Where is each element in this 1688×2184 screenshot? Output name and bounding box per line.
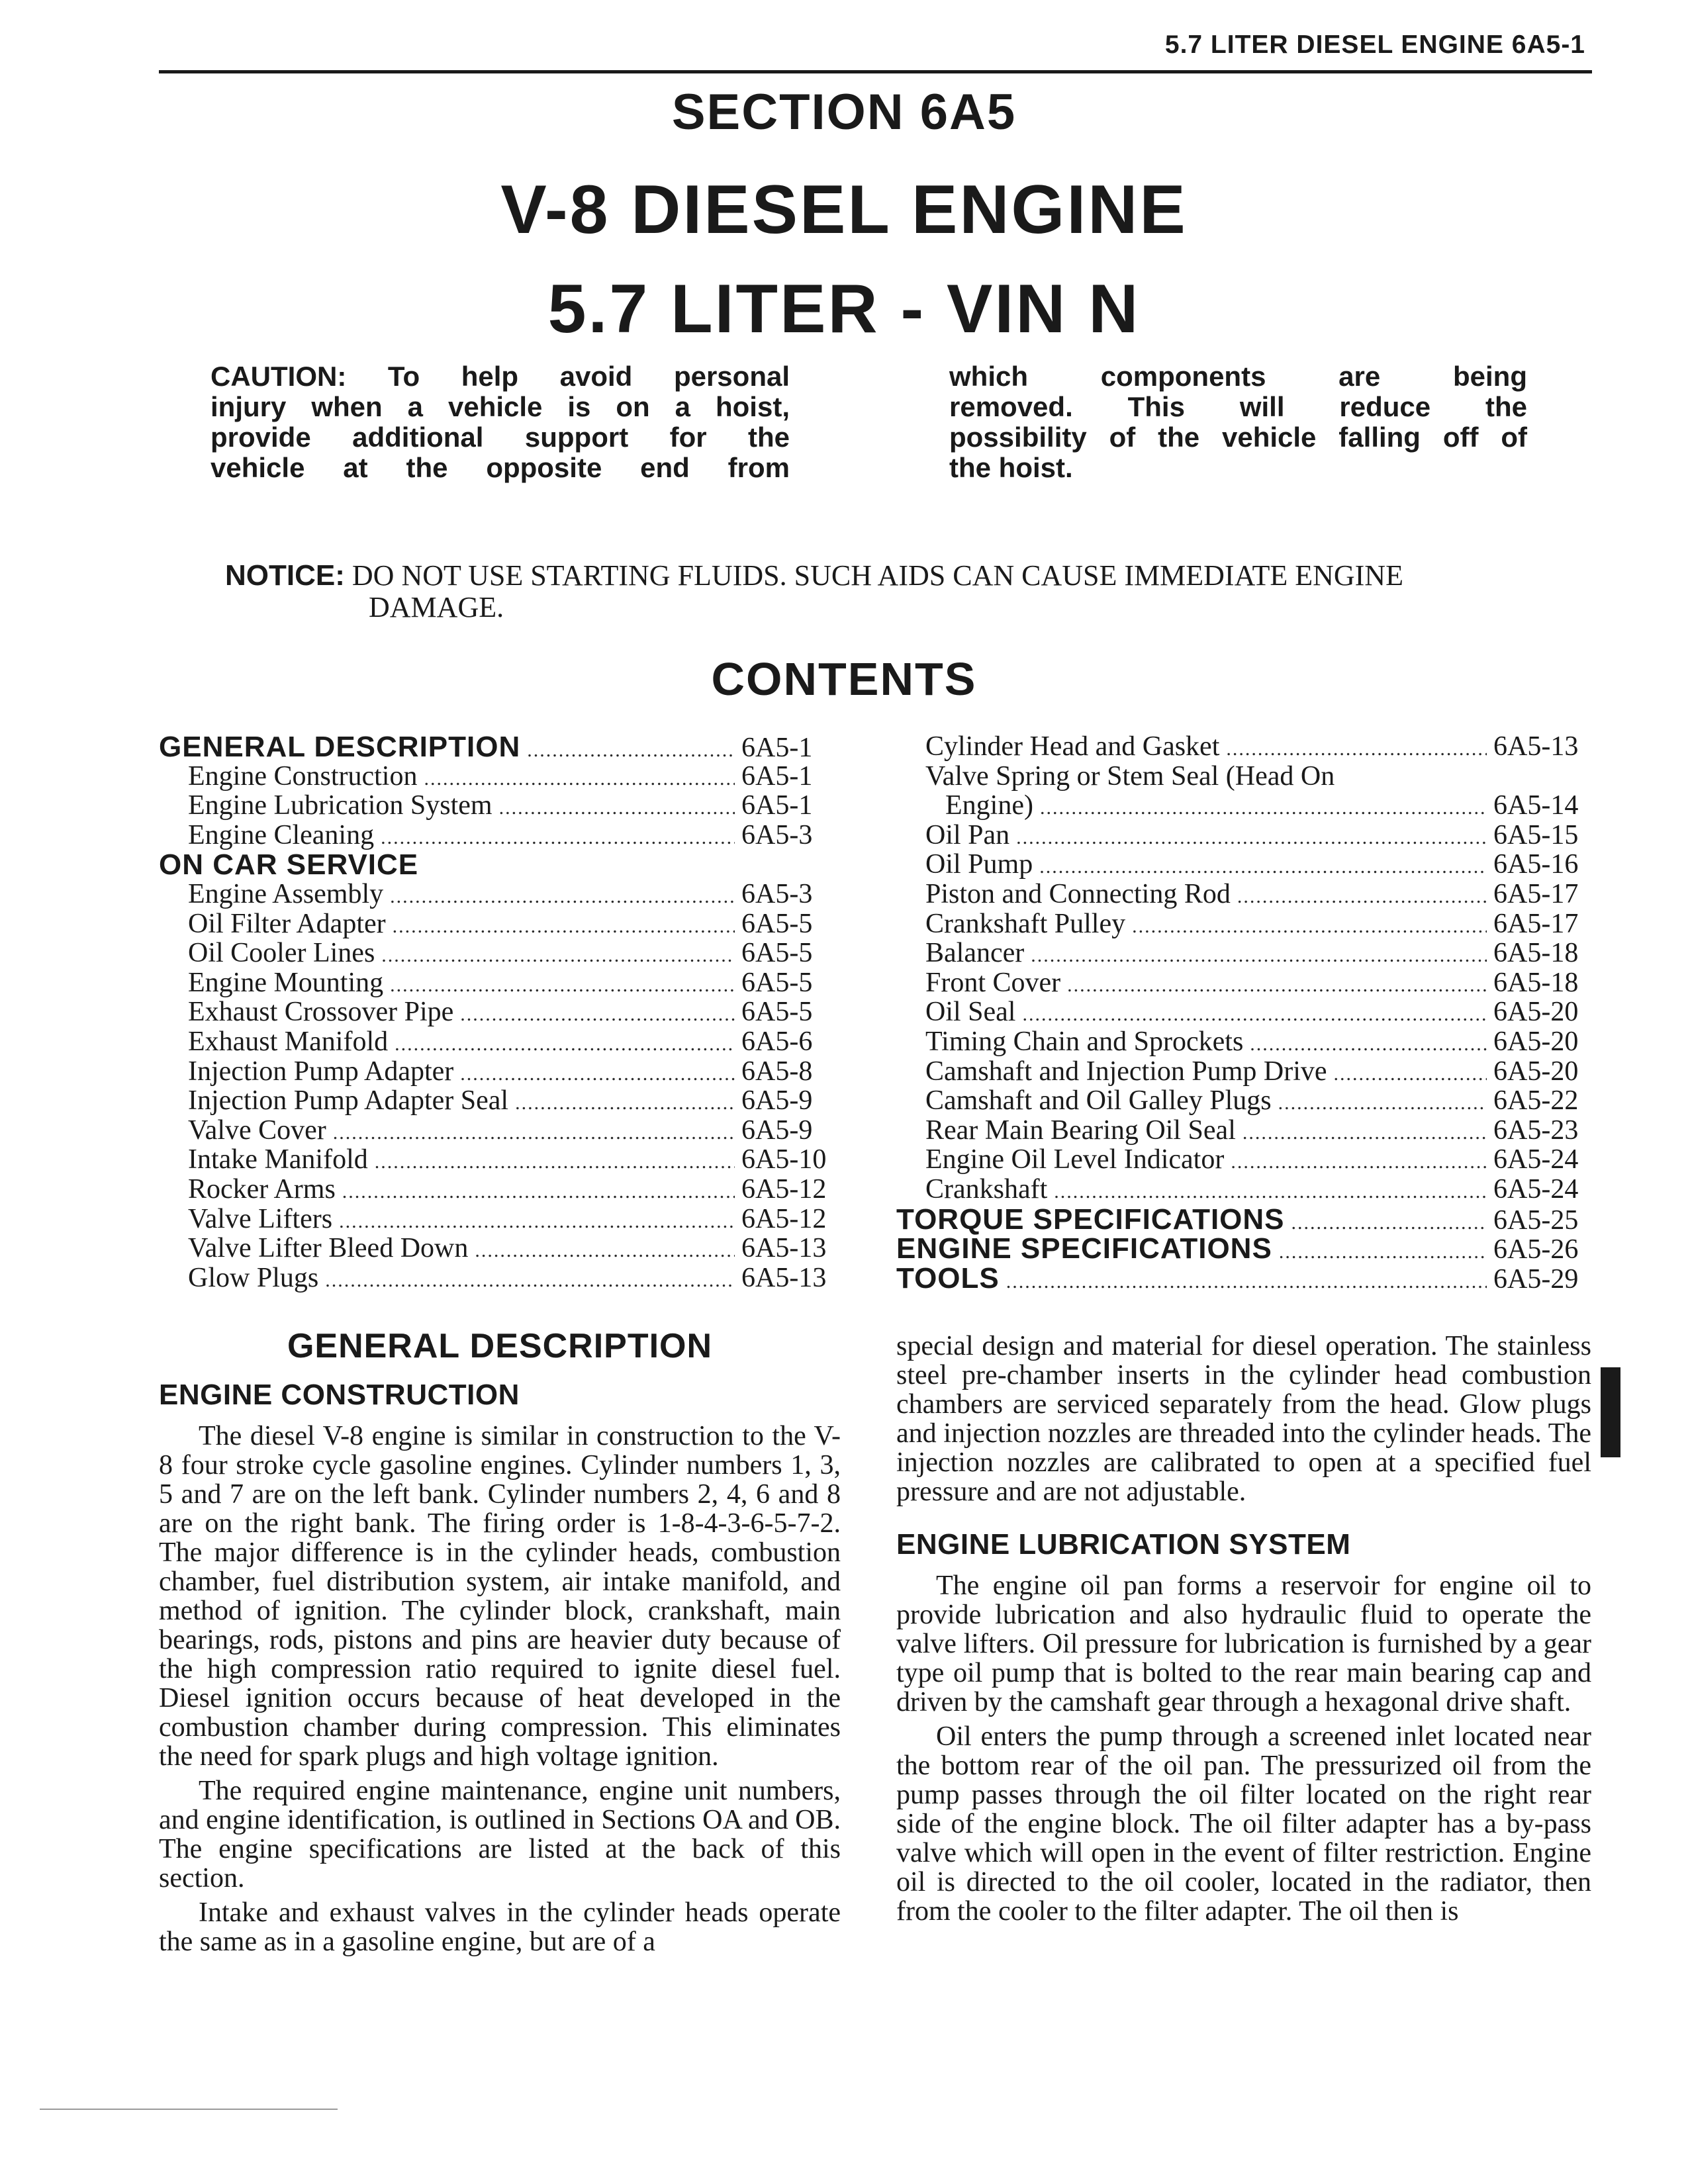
toc-entry [896, 1026, 1593, 1056]
toc-entry-page: 6A5-13 [741, 1262, 827, 1293]
toc-entry-page: 6A5-16 [1493, 849, 1579, 880]
toc-entry-label: TORQUE SPECIFICATIONS [896, 1203, 1285, 1236]
toc-entry-page: 6A5-20 [1493, 1026, 1579, 1057]
toc-entry [159, 1262, 841, 1292]
toc-entry-label: Balancer [925, 938, 1025, 969]
toc-entry-page: 6A5-3 [741, 819, 813, 850]
engine-lubrication-heading: ENGINE LUBRICATION SYSTEM [896, 1528, 1351, 1561]
toc-entry-page: 6A5-5 [741, 967, 813, 998]
toc-entry-label: Valve Lifters [188, 1203, 333, 1234]
toc-leader-dots [395, 1033, 735, 1056]
toc-entry-label: Crankshaft [925, 1173, 1048, 1205]
toc-entry-page: 6A5-24 [1493, 1144, 1579, 1175]
toc-entry [159, 878, 841, 908]
notice-text-continued: DAMAGE. [369, 591, 504, 623]
toc-entry-page: 6A5-20 [1493, 997, 1579, 1028]
toc-entry-label: GENERAL DESCRIPTION [159, 731, 521, 763]
toc-leader-dots [527, 739, 735, 762]
toc-entry [896, 908, 1593, 938]
paragraph: Oil enters the pump through a screened inlet located near the bottom rear of the oil pan. The pressurized oil from the pump passes through the oil filter located on the right rear side of the engine block. The oil filter adapter has a by-pass valve which will open in the event of filter restriction. Engine oil is directed to the oil cooler, located in the radiator, then from the cooler to the filter adapter. The oil then is [896, 1721, 1591, 1927]
toc-entry [159, 1026, 841, 1056]
caution-line: possibility of the vehicle falling off of [949, 422, 1527, 453]
engine-construction-heading: ENGINE CONSTRUCTION [159, 1379, 520, 1411]
toc-entry-page: 6A5-12 [741, 1203, 827, 1234]
toc-entry [159, 1056, 841, 1085]
toc-entry [159, 1203, 841, 1233]
toc-entry [896, 1261, 1593, 1295]
toc-entry-label: Engine Mounting [188, 967, 384, 998]
toc-entry-label: Crankshaft Pulley [925, 908, 1126, 939]
caution-line: vehicle at the opposite end from [211, 452, 790, 483]
toc-entry [896, 848, 1593, 878]
toc-entry [896, 1085, 1593, 1115]
toc-leader-dots [460, 1003, 735, 1026]
toc-entry [896, 967, 1593, 997]
toc-entry [159, 1173, 841, 1203]
toc-entry-label: Intake Manifold [188, 1144, 368, 1175]
toc-entry [159, 1115, 841, 1144]
toc-leader-dots [375, 1151, 735, 1173]
page-subtitle: 5.7 LITER - VIN N [547, 271, 1141, 347]
toc-leader-dots [1016, 827, 1487, 849]
toc-entry-label: Glow Plugs [188, 1262, 319, 1293]
caution-line: removed. This will reduce the [949, 391, 1527, 422]
toc-entry-label: Cylinder Head and Gasket [925, 731, 1220, 762]
toc-leader-dots [1226, 738, 1487, 760]
toc-entry-label: Rear Main Bearing Oil Seal [925, 1115, 1236, 1146]
toc-entry-label: Rocker Arms [188, 1173, 336, 1205]
toc-entry-label: Valve Lifter Bleed Down [188, 1233, 469, 1264]
toc-entry [159, 908, 841, 938]
section-number: SECTION 6A5 [671, 84, 1017, 140]
caution-line: provide additional support for the [211, 422, 790, 453]
toc-leader-dots [393, 915, 735, 938]
toc-entry [896, 1115, 1593, 1144]
toc-entry-page: 6A5-8 [741, 1056, 813, 1087]
toc-entry [896, 1144, 1593, 1173]
notice-text: DO NOT USE STARTING FLUIDS. SUCH AIDS CAN CAUSE IMMEDIATE ENGINE [344, 559, 1403, 592]
toc-entry-page: 6A5-29 [1493, 1263, 1579, 1295]
toc-leader-dots [390, 886, 735, 908]
toc-entry-page: 6A5-12 [741, 1173, 827, 1205]
toc-leader-dots [1006, 1271, 1487, 1293]
contents-heading: CONTENTS [711, 653, 977, 705]
footer-rule [40, 2109, 338, 2110]
page-title: V-8 DIESEL ENGINE [500, 171, 1188, 248]
toc-entry [896, 1173, 1593, 1203]
section-edge-tab [1601, 1367, 1620, 1457]
toc-leader-dots [1067, 974, 1487, 997]
toc-entry [159, 937, 841, 967]
paragraph: The required engine maintenance, engine unit numbers, and engine identification, is outlined in Sections OA and OB. The engine specifications are listed at the back of this section. [159, 1776, 841, 1893]
toc-entry-label: Oil Pump [925, 849, 1033, 880]
caution-left-column [211, 361, 790, 483]
toc-entry-page: 6A5-14 [1493, 790, 1579, 821]
toc-entry [159, 1085, 841, 1115]
toc-entry-page: 6A5-23 [1493, 1115, 1579, 1146]
toc-leader-dots [1031, 944, 1487, 967]
toc-entry-page: 6A5-9 [741, 1085, 813, 1116]
toc-entry [159, 790, 841, 819]
toc-entry-page: 6A5-18 [1493, 967, 1579, 998]
toc-entry-label: Oil Seal [925, 997, 1016, 1028]
toc-entry [896, 1056, 1593, 1085]
toc-entry-page: 6A5-20 [1493, 1056, 1579, 1087]
toc-entry-label: Oil Filter Adapter [188, 908, 386, 939]
toc-entry-page: 6A5-9 [741, 1115, 813, 1146]
toc-entry-page: 6A5-26 [1493, 1234, 1579, 1265]
toc-entry-label: TOOLS [896, 1261, 1000, 1295]
toc-entry-label: Injection Pump Adapter Seal [188, 1085, 509, 1116]
toc-leader-dots [475, 1240, 735, 1262]
toc-entry [159, 1144, 841, 1173]
toc-entry [159, 819, 841, 849]
toc-entry [159, 848, 841, 882]
toc-entry-page: 6A5-17 [1493, 908, 1579, 939]
general-description-heading: GENERAL DESCRIPTION [287, 1327, 713, 1365]
toc-entry [896, 937, 1593, 967]
toc-entry [159, 731, 841, 763]
toc-entry-label: Exhaust Crossover Pipe [188, 997, 454, 1028]
toc-entry [896, 1203, 1593, 1236]
toc-leader-dots [1231, 1151, 1487, 1173]
paragraph: The diesel V-8 engine is similar in construction to the V-8 four stroke cycle gasoline engines. Cylinder numbers 1, 3, 5 and 7 are on the left bank. Cylinder numbers 2, 4, 6 and 8 are on the right bank. The firing order is 1-8-4-3-6-5-7-2. The major difference is in the cylinder heads, combustion chamber, fuel distribution system, air intake manifold, and method of ignition. The cylinder block, crankshaft, main bearings, rods, pistons and pins are heavier duty because of the high compression ratio required to ignite diesel fuel. Diesel ignition occurs because of heat developed in the combustion chamber during compression. This eliminates the need for spark plugs and high voltage ignition. [159, 1421, 841, 1772]
toc-entry-page: 6A5-13 [741, 1233, 827, 1264]
toc-entry-page: 6A5-15 [1493, 819, 1579, 850]
notice-label: NOTICE: [225, 559, 345, 592]
toc-entry-label: Oil Cooler Lines [188, 938, 375, 969]
paragraph: special design and material for diesel operation. The stainless steel pre-chamber inserts in the cylinder head combustion chambers are serviced separately from the head. Glow plugs and injection nozzles are threaded into the cylinder heads. The injection nozzles are calibrated to open at a specified fuel pressure and are not adjustable. [896, 1331, 1591, 1507]
toc-leader-dots [1279, 1241, 1487, 1263]
body-right-column [896, 1332, 1591, 1926]
toc-entry-label: Engine Assembly [188, 878, 384, 909]
caution-line: injury when a vehicle is on a hoist, [211, 391, 790, 422]
toc-entry [896, 731, 1593, 760]
toc-entry-label: Timing Chain and Sprockets [925, 1026, 1244, 1057]
toc-leader-dots [342, 1181, 735, 1203]
toc-entry-page: 6A5-5 [741, 997, 813, 1028]
toc-entry-label: Front Cover [925, 967, 1061, 998]
toc-entry-label: Engine Oil Level Indicator [925, 1144, 1225, 1175]
toc-entry [159, 967, 841, 997]
toc-entry-page: 6A5-10 [741, 1144, 827, 1175]
toc-entry-page: 6A5-3 [741, 878, 813, 909]
toc-entry-label: Engine) [945, 790, 1033, 821]
toc-entry-page: 6A5-6 [741, 1026, 813, 1057]
toc-entry [896, 878, 1593, 908]
toc-leader-dots [1334, 1063, 1487, 1085]
toc-leader-dots [1039, 856, 1487, 878]
toc-right-column [896, 731, 1593, 1295]
toc-entry-label: Piston and Connecting Rod [925, 878, 1231, 909]
toc-leader-dots [1054, 1181, 1487, 1203]
toc-entry-label: ON CAR SERVICE [159, 848, 419, 882]
toc-entry-page: 6A5-22 [1493, 1085, 1579, 1116]
toc-leader-dots [339, 1210, 735, 1233]
toc-entry-label: Engine Cleaning [188, 819, 375, 850]
toc-entry [896, 760, 1593, 790]
toc-leader-dots [1278, 1092, 1487, 1115]
toc-entry-page: 6A5-18 [1493, 938, 1579, 969]
toc-entry-page: 6A5-1 [741, 760, 813, 792]
toc-entry [896, 819, 1593, 849]
toc-entry-page: 6A5-5 [741, 938, 813, 969]
toc-entry-label: Oil Pan [925, 819, 1010, 850]
caution-line: CAUTION: To help avoid personal [211, 361, 790, 392]
body-left-column [159, 1327, 841, 1957]
toc-entry [896, 1232, 1593, 1265]
toc-leader-dots [390, 974, 735, 997]
toc-leader-dots [381, 827, 735, 849]
paragraph: The engine oil pan forms a reservoir for engine oil to provide lubrication and also hydraulic fluid to operate the valve lifters. Oil pressure for lubrication is furnished by a gear type oil pump that is bolted to the rear main bearing cap and driven by the camshaft gear through a hexagonal drive shaft. [896, 1570, 1591, 1717]
notice [225, 560, 1595, 623]
toc-leader-dots [1022, 1003, 1487, 1026]
toc-entry [159, 1232, 841, 1262]
toc-entry [896, 996, 1593, 1026]
toc-entry [159, 996, 841, 1026]
toc-entry-label: Camshaft and Oil Galley Plugs [925, 1085, 1272, 1116]
toc-leader-dots [381, 944, 735, 967]
toc-entry-page: 6A5-24 [1493, 1173, 1579, 1205]
toc-leader-dots [333, 1122, 735, 1144]
toc-leader-dots [424, 768, 735, 790]
toc-entry [896, 790, 1593, 819]
caution-line: which components are being [949, 361, 1527, 392]
toc-entry-label: ENGINE SPECIFICATIONS [896, 1232, 1272, 1265]
toc-entry-page: 6A5-17 [1493, 878, 1579, 909]
toc-left-column [159, 731, 841, 1291]
running-header-text: 5.7 LITER DIESEL ENGINE 6A5-1 [1164, 30, 1585, 59]
toc-entry-label: Injection Pump Adapter [188, 1056, 454, 1087]
toc-leader-dots [1132, 915, 1487, 938]
toc-entry-page: 6A5-13 [1493, 731, 1579, 762]
toc-leader-dots [1243, 1122, 1487, 1144]
toc-entry [159, 760, 841, 790]
caution-line: the hoist. [949, 452, 1073, 483]
toc-entry-label: Engine Construction [188, 760, 418, 792]
toc-entry-page: 6A5-25 [1493, 1205, 1579, 1236]
toc-leader-dots [1040, 797, 1487, 819]
toc-entry-page: 6A5-1 [741, 733, 813, 763]
toc-entry-label: Valve Cover [188, 1115, 326, 1146]
toc-leader-dots [1291, 1212, 1487, 1234]
toc-entry-label: Valve Spring or Stem Seal (Head On [925, 760, 1335, 792]
toc-entry-label: Exhaust Manifold [188, 1026, 389, 1057]
toc-entry-page: 6A5-5 [741, 908, 813, 939]
toc-leader-dots [1237, 886, 1487, 908]
paragraph: Intake and exhaust valves in the cylinder heads operate the same as in a gasoline engine, but are of a [159, 1897, 841, 1957]
caution-right-column [949, 361, 1527, 483]
toc-leader-dots [460, 1063, 735, 1085]
toc-entry-label: Engine Lubrication System [188, 790, 492, 821]
toc-leader-dots [499, 797, 735, 819]
toc-leader-dots [1250, 1033, 1487, 1056]
toc-leader-dots [515, 1092, 735, 1115]
toc-leader-dots [325, 1269, 735, 1292]
toc-entry-label: Camshaft and Injection Pump Drive [925, 1056, 1327, 1087]
running-header [159, 26, 1592, 73]
toc-entry-page: 6A5-1 [741, 790, 813, 821]
